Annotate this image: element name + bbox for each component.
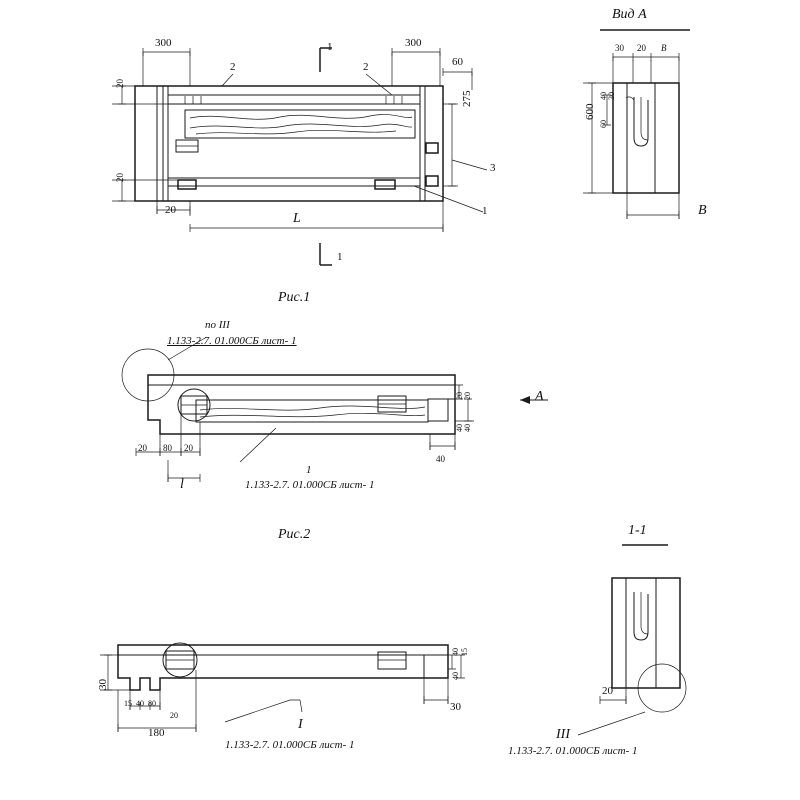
fig3-dim-30-right: 30: [450, 701, 461, 713]
view-a-dim-b-bottom: В: [698, 203, 707, 218]
fig1-callout-2-right: 2: [363, 61, 369, 73]
section-1-1-title: 1-1: [628, 523, 647, 538]
view-a-dim-30-inner: 30: [607, 92, 616, 100]
view-a-dim-20: 20: [637, 43, 646, 53]
view-a-dim-b-top: В: [661, 43, 667, 53]
view-a-dim-30: 30: [615, 43, 624, 53]
view-a-title: Вид А: [612, 7, 647, 22]
section-1-1-dim-20: 20: [602, 685, 613, 697]
view-a-dim-60-inner: 60: [599, 120, 608, 128]
fig1-dim-L: L: [293, 211, 301, 226]
fig3-dim-20: 20: [170, 711, 178, 720]
fig2-dim-20-mid: 20: [184, 443, 193, 453]
fig1-dim-20-bottom-left: 20: [115, 173, 125, 182]
fig1-section-mark-bottom: 1: [337, 251, 343, 263]
fig2-dim-20-left: 20: [138, 443, 147, 453]
fig3-dim-15: 15: [124, 699, 132, 708]
fig1-callout-3: 3: [490, 162, 496, 174]
view-a-dim-600: 600: [584, 103, 596, 120]
fig3-dim-40-r2: 40: [451, 672, 460, 680]
fig2-note-po-iii: по III: [205, 319, 230, 331]
fig2-dim-20-rr: 20: [463, 392, 472, 400]
fig3-dim-30-left: 30: [97, 679, 109, 690]
fig3-callout-i: I: [298, 717, 303, 732]
fig3-dim-180: 180: [148, 727, 165, 739]
fig1-callout-2-left: 2: [230, 61, 236, 73]
fig1-callout-1-right: 1: [482, 205, 488, 217]
fig1-dim-20-bottom: 20: [165, 204, 176, 216]
fig2-callout-a: А: [535, 389, 544, 404]
fig1-dim-275: 275: [461, 90, 473, 107]
fig2-dim-20-right: 20: [455, 392, 464, 400]
fig1-dim-20-top-left: 20: [115, 79, 125, 88]
fig1-dim-300-left: 300: [155, 37, 172, 49]
fig3-dim-40: 40: [136, 699, 144, 708]
fig2-dim-l: l: [180, 477, 184, 492]
fig2-dim-40-r2: 40: [463, 424, 472, 432]
fig1-dim-300-right: 300: [405, 37, 422, 49]
fig1-title: Рис.1: [278, 290, 311, 305]
fig2-dim-80: 80: [163, 443, 172, 453]
fig2-dim-40: 40: [436, 454, 445, 464]
fig3-dim-15-r: 15: [460, 648, 469, 656]
fig2-note-bottom: 1.133-2.7. 01.000СБ лист- 1: [245, 479, 375, 491]
fig3-dim-40-r: 40: [451, 648, 460, 656]
fig2-title: Рис.2: [278, 527, 311, 542]
fig1-dim-60: 60: [452, 56, 463, 68]
fig2-note-spec: 1.133-2.7. 01.000СБ лист- 1: [167, 335, 297, 347]
view-a-dim-40: 40: [599, 92, 608, 100]
fig1-section-mark-top: 1: [327, 41, 333, 53]
fig2-callout-1: 1: [306, 464, 312, 476]
fig2-dim-40-right: 40: [455, 424, 464, 432]
section-1-1-callout-iii: III: [556, 727, 570, 742]
section-1-1-note: 1.133-2.7. 01.000СБ лист- 1: [508, 745, 638, 757]
fig3-note: 1.133-2.7. 01.000СБ лист- 1: [225, 739, 355, 751]
fig3-dim-80: 80: [148, 699, 156, 708]
